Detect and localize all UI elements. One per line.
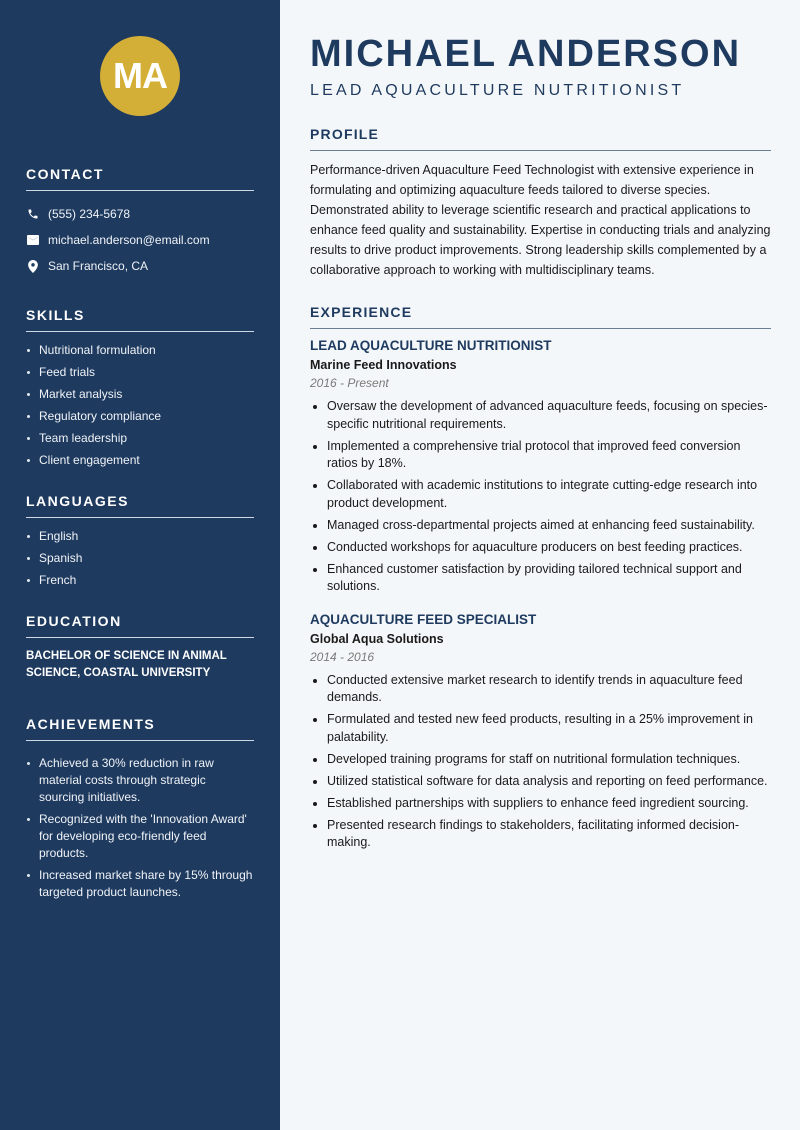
education-heading: EDUCATION — [26, 613, 254, 638]
language-item: Spanish — [26, 550, 254, 567]
job-entry — [310, 338, 771, 596]
job-dates: 2014 - 2016 — [310, 649, 375, 664]
job-bullets — [310, 672, 771, 852]
skill-item: Nutritional formulation — [26, 342, 254, 359]
sidebar — [0, 0, 280, 1130]
main-content — [280, 0, 800, 1130]
education-degree: BACHELOR OF SCIENCE IN ANIMAL SCIENCE, COASTAL UNIVERSITY — [26, 650, 227, 679]
job-bullet: Established partnerships with suppliers to enhance feed ingredient sourcing. — [310, 795, 771, 813]
job-bullet: Implemented a comprehensive trial protocol that improved feed conversion ratios by 18%. — [310, 438, 771, 473]
job-bullet: Formulated and tested new feed products, resulting in a 25% improvement in palatability. — [310, 711, 771, 746]
achievement-item: Achieved a 30% reduction in raw material costs through strategic sourcing initiatives. — [26, 755, 254, 806]
job-dates: 2016 - Present — [310, 376, 389, 390]
experience-heading: EXPERIENCE — [310, 304, 771, 329]
location-text: San Francisco, CA — [48, 259, 149, 273]
job-bullet: Oversaw the development of advanced aquaculture feeds, focusing on species-specific nutritional requirements. — [310, 398, 771, 433]
job-bullets — [310, 398, 771, 596]
languages-list — [26, 528, 254, 589]
contact-phone — [26, 201, 254, 227]
language-item: French — [26, 572, 254, 589]
phone-text: (555) 234-5678 — [48, 207, 131, 221]
job-bullet: Conducted extensive market research to identify trends in aquaculture feed demands. — [310, 672, 771, 707]
email-icon — [26, 233, 40, 247]
job-bullet: Enhanced customer satisfaction by providing tailored technical support and solutions. — [310, 561, 771, 596]
job-bullet: Developed training programs for staff on nutritional formulation techniques. — [310, 751, 771, 769]
job-title: LEAD AQUACULTURE NUTRITIONIST — [310, 338, 552, 353]
skill-item: Regulatory compliance — [26, 408, 254, 425]
email-link[interactable]: michael.anderson@email.com — [48, 233, 210, 247]
contact-section — [26, 166, 254, 279]
achievement-item: Recognized with the 'Innovation Award' for developing eco-friendly feed products. — [26, 811, 254, 862]
contact-email — [26, 227, 254, 253]
profile-section — [310, 126, 771, 280]
languages-section — [26, 493, 254, 589]
education-section — [26, 613, 254, 682]
achievements-list — [26, 755, 254, 901]
job-company: Global Aqua Solutions — [310, 631, 444, 646]
skills-list — [26, 342, 254, 469]
job-bullet: Conducted workshops for aquaculture producers on best feeding practices. — [310, 539, 771, 557]
candidate-name: MICHAEL ANDERSON — [310, 33, 742, 75]
phone-icon — [26, 207, 40, 221]
candidate-headline: LEAD AQUACULTURE NUTRITIONIST — [310, 82, 685, 99]
skill-item: Feed trials — [26, 364, 254, 381]
avatar-initials: MA — [113, 55, 167, 96]
achievement-item: Increased market share by 15% through targeted product launches. — [26, 867, 254, 901]
job-entry — [310, 612, 771, 852]
profile-text: Performance-driven Aquaculture Feed Technologist with extensive experience in formulating and optimizing aquaculture feeds tailored to diverse species. Demonstrated ability to leverage scientific research and practical applications to enhance feed quality and sustainability. Expertise in conducting trials and analyzing results to drive product improvements. Strong leadership skills complemented by a collaborative approach to working with multidisciplinary teams. — [310, 163, 771, 277]
contact-location — [26, 253, 254, 279]
job-company: Marine Feed Innovations — [310, 358, 457, 372]
skill-item: Market analysis — [26, 386, 254, 403]
job-bullet: Presented research findings to stakeholders, facilitating informed decision-making. — [310, 817, 771, 852]
skills-heading: SKILLS — [26, 307, 254, 332]
job-bullet: Utilized statistical software for data analysis and reporting on feed performance. — [310, 773, 771, 791]
job-bullet: Collaborated with academic institutions to integrate cutting-edge research into product development. — [310, 477, 771, 512]
profile-heading: PROFILE — [310, 126, 771, 151]
experience-section — [310, 304, 771, 852]
skill-item: Client engagement — [26, 452, 254, 469]
achievements-heading: ACHIEVEMENTS — [26, 716, 254, 741]
avatar — [100, 36, 180, 116]
language-item: English — [26, 528, 254, 545]
skill-item: Team leadership — [26, 430, 254, 447]
achievements-section — [26, 716, 254, 901]
location-pin-icon — [26, 259, 40, 273]
skills-section — [26, 307, 254, 469]
job-bullet: Managed cross-departmental projects aimed at enhancing feed sustainability. — [310, 517, 771, 535]
job-title: AQUACULTURE FEED SPECIALIST — [310, 611, 537, 627]
languages-heading: LANGUAGES — [26, 493, 254, 518]
contact-heading: CONTACT — [26, 166, 254, 191]
